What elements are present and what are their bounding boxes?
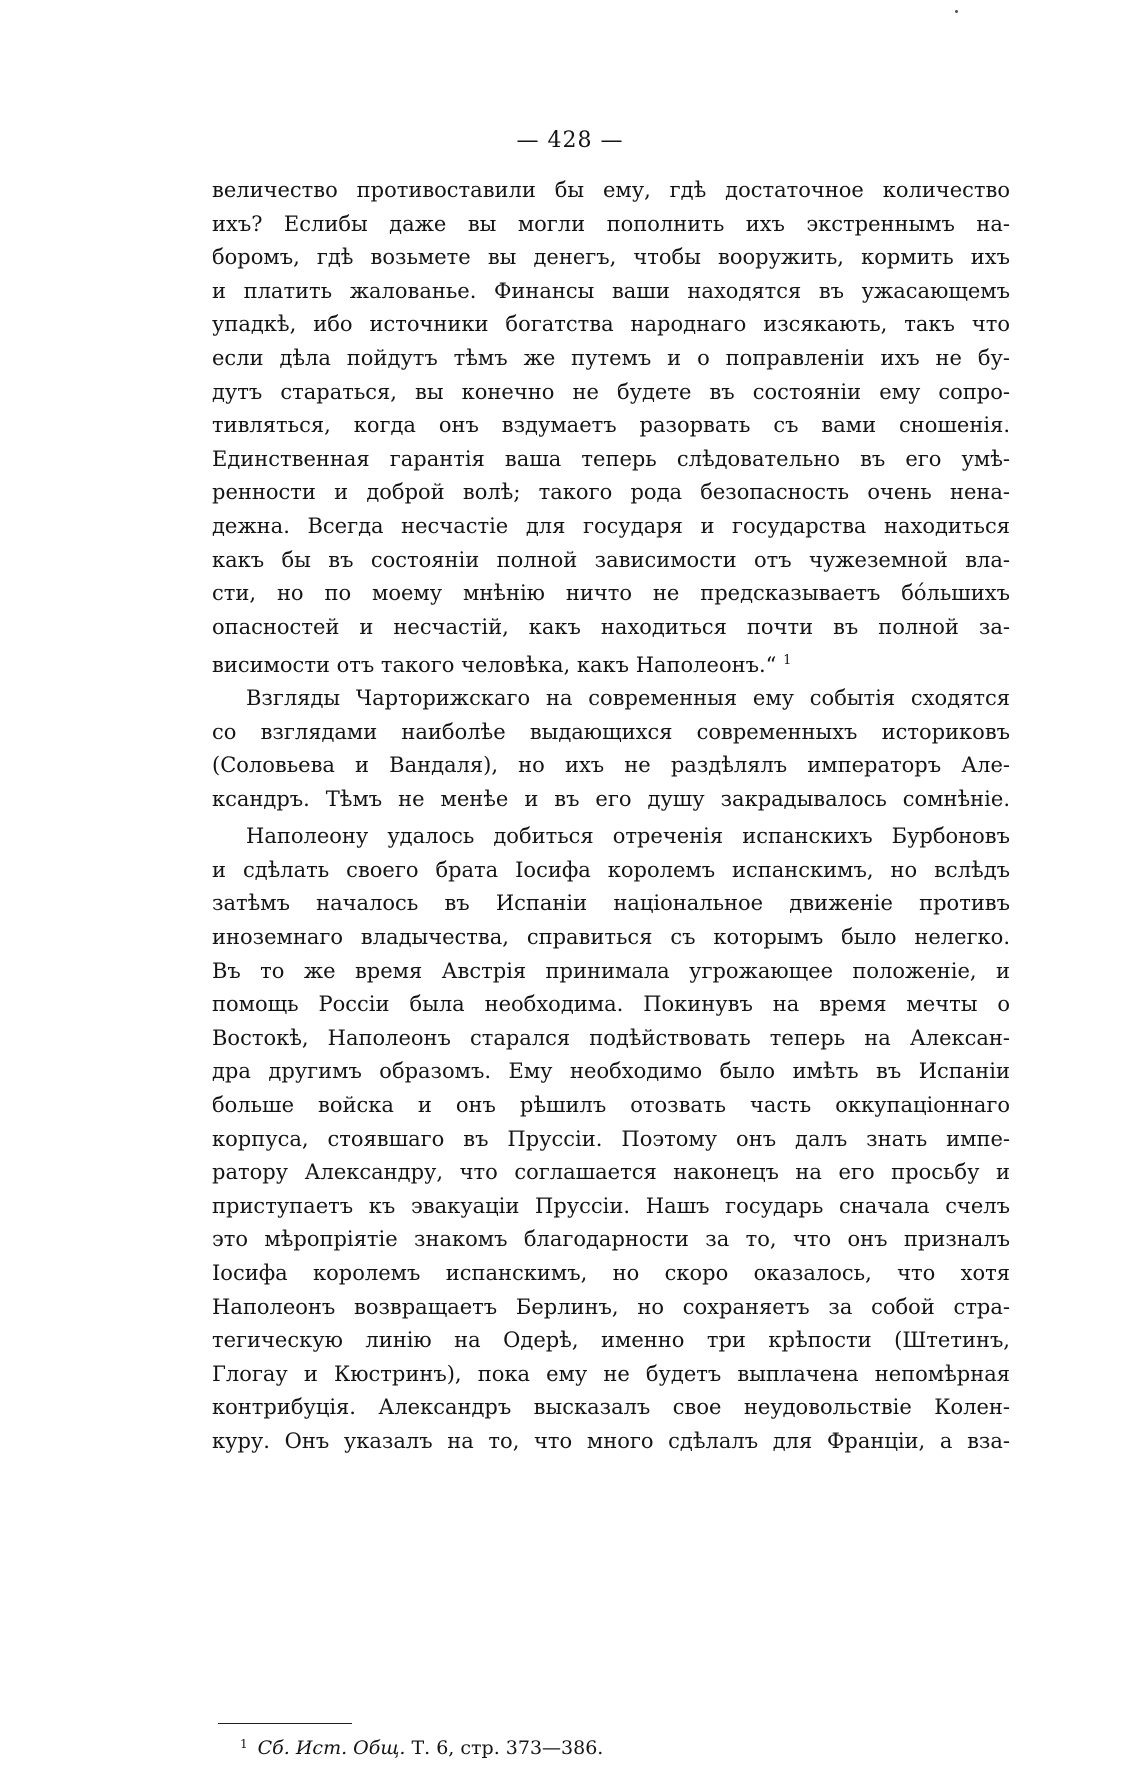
text-line: тегическую линію на Одерѣ, именно три крѣпости (Штетинъ, (212, 1328, 1010, 1353)
footnote-citation: Т. 6, стр. 373—386. (411, 1737, 604, 1759)
text-line: боромъ, гдѣ возьмете вы денегъ, чтобы вооружить, кормить ихъ (212, 245, 1010, 270)
text-line: ихъ? Еслибы даже вы могли пополнить ихъ экстреннымъ на- (212, 211, 1010, 236)
text-line: и платить жалованье. Финансы ваши находятся въ ужасающемъ (212, 278, 1010, 303)
text-line-content: висимости отъ такого человѣка, какъ Наполеонъ.“ (212, 653, 777, 678)
text-line: иноземнаго владычества, справиться съ которымъ было нелегко. (212, 925, 1010, 950)
paragraph-1 (212, 174, 1010, 678)
text-line: Наполеону удалось добиться отреченія испанскихъ Бурбоновъ (246, 824, 1010, 849)
text-line: контрибуція. Александръ высказалъ свое неудовольствіе Колен- (212, 1395, 1010, 1420)
text-line: помощь Россіи была необходима. Покинувъ на время мечты о (212, 992, 1010, 1017)
text-line: Іосифа королемъ испанскимъ, но скоро оказалось, что хотя (212, 1261, 1010, 1285)
text-line: дутъ стараться, вы конечно не будете въ состояніи ему сопро- (212, 379, 1010, 404)
text-line: затѣмъ началось въ Испаніи національное движеніе противъ (212, 891, 1010, 916)
text-line: со взглядами наиболѣе выдающихся современныхъ историковъ (212, 719, 1010, 744)
text-line: упадкѣ, ибо источники богатства народнаго изсякають, такъ что (212, 312, 1010, 337)
text-line: приступаетъ къ эвакуаціи Пруссіи. Нашъ государь сначала счелъ (212, 1193, 1010, 1218)
text-line: Взгляды Чарторижскаго на современныя ему событія сходятся (246, 685, 1010, 710)
body-text (212, 174, 1010, 1459)
text-line: ратору Александру, что соглашается наконецъ на его просьбу и (212, 1160, 1010, 1185)
print-speck (955, 10, 958, 13)
text-line: и сдѣлать своего брата Іосифа королемъ испанскимъ, но вслѣдъ (212, 857, 1010, 882)
text-line: величество противоставили бы ему, гдѣ достаточное количество (212, 178, 1010, 202)
paragraph-3 (212, 820, 1010, 1458)
text-line: дра другимъ образомъ. Ему необходимо было имѣть въ Испаніи (212, 1059, 1010, 1084)
text-line: Востокѣ, Наполеонъ старался подѣйствовать теперь на Алексан- (212, 1025, 1010, 1050)
text-line: Въ то же время Австрія принимала угрожающее положеніе, и (212, 958, 1010, 983)
text-line: корпуса, стоявшаго въ Пруссіи. Поэтому онъ далъ знать импе- (212, 1126, 1010, 1151)
text-line: Глогау и Кюстринъ), пока ему не будетъ выплачена непомѣрная (212, 1361, 1010, 1386)
footnote-reference: 1 (783, 653, 792, 669)
text-line: ренности и доброй волѣ; такого рода безопасность очень нена- (212, 480, 1010, 505)
footnote-source: Сб. Ист. Общ. (257, 1737, 406, 1759)
text-line: Наполеонъ возвращаетъ Берлинъ, но сохраняетъ за собой стра- (212, 1294, 1010, 1319)
footnote (240, 1737, 603, 1759)
text-line: это мѣропріятіе знакомъ благодарности за то, что онъ призналъ (212, 1227, 1010, 1252)
text-line: тивляться, когда онъ вздумаетъ разорвать съ вами сношенія. (212, 413, 1010, 438)
text-line: куру. Онъ указалъ на то, что много сдѣлалъ для Франціи, а вза- (212, 1428, 1010, 1453)
text-line: опасностей и несчастій, какъ находиться почти въ полной за- (212, 614, 1010, 639)
text-line: дежна. Всегда несчастіе для государя и государства находиться (212, 513, 1010, 538)
footnote-mark: 1 (240, 1737, 248, 1751)
footnote-divider (218, 1723, 352, 1724)
paragraph-2 (212, 682, 1010, 816)
text-line: Единственная гарантія ваша теперь слѣдовательно въ его умѣ- (212, 446, 1010, 471)
text-line: если дѣла пойдутъ тѣмъ же путемъ и о поправленіи ихъ не бу- (212, 345, 1010, 370)
page-number: — 428 — (516, 128, 624, 153)
text-line: сти, но по моему мнѣнію ничто не предсказываетъ бо́льшихъ (212, 581, 1010, 606)
text-line: какъ бы въ состояніи полной зависимости отъ чужеземной вла- (212, 547, 1010, 572)
text-line-with-footnote (212, 644, 1010, 678)
text-line: ксандръ. Тѣмъ не менѣе и въ его душу закрадывалось сомнѣніе. (212, 786, 1010, 811)
text-line: (Соловьева и Вандаля), но ихъ не раздѣлялъ императоръ Але- (212, 753, 1010, 778)
text-line: больше войска и онъ рѣшилъ отозвать часть оккупаціоннаго (212, 1093, 1010, 1118)
